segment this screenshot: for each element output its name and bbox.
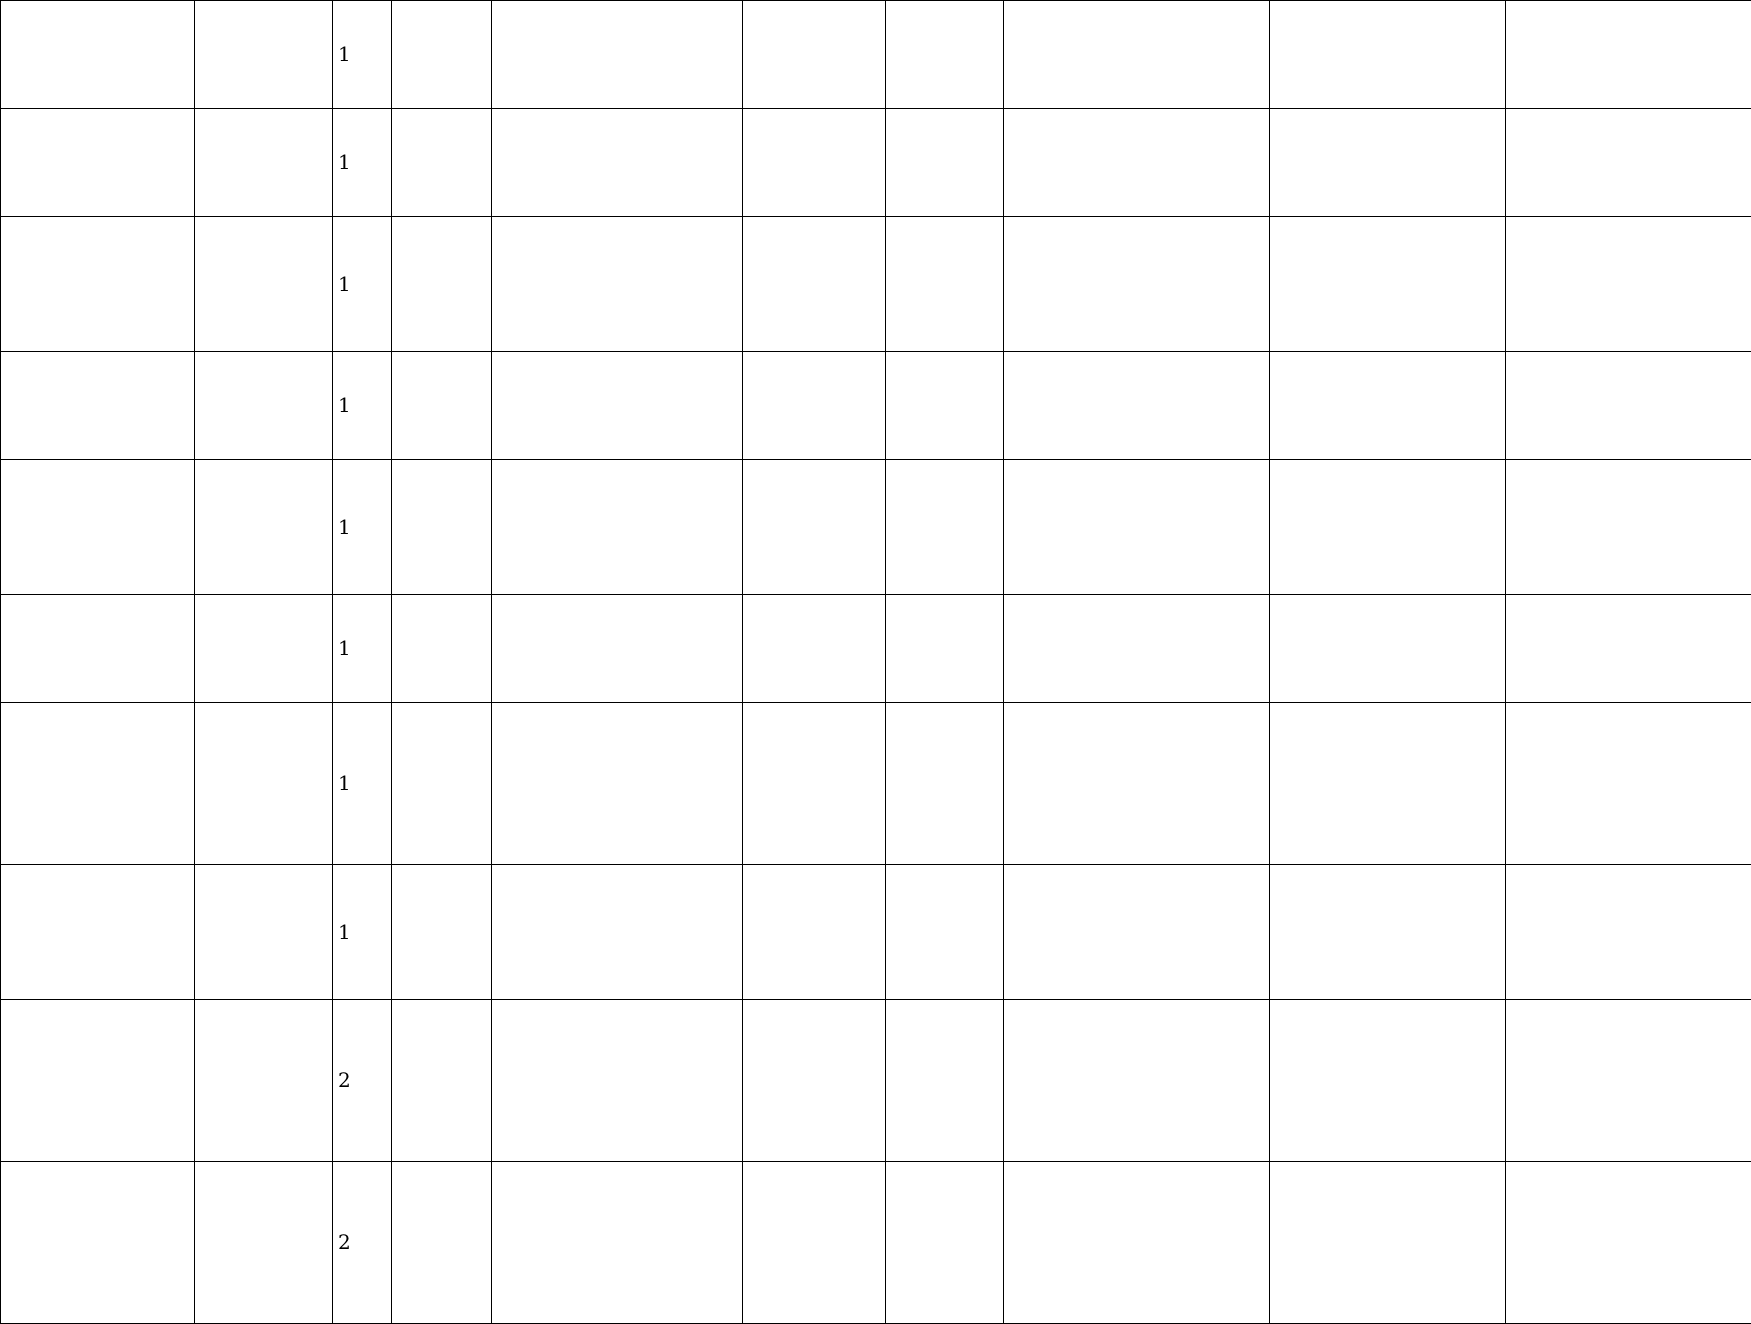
table-body (1, 1, 1751, 1324)
education-cell (886, 109, 1004, 217)
unit-cell (1, 595, 195, 703)
count-cell: 1 (333, 217, 392, 352)
table-row (1, 595, 1751, 703)
study-mode-cell (743, 1, 886, 109)
table-row (1, 109, 1751, 217)
qualification-cell (1270, 352, 1506, 460)
age-cell (492, 217, 743, 352)
qualification-cell (1270, 1, 1506, 109)
age-cell (492, 460, 743, 595)
unit-cell (1, 1000, 195, 1162)
study-mode-cell (743, 352, 886, 460)
table-row (1, 865, 1751, 1000)
position-cell (195, 217, 333, 352)
education-cell (886, 217, 1004, 352)
table-row (1, 1000, 1751, 1162)
scope-cell (392, 217, 492, 352)
unit-cell (1, 352, 195, 460)
study-mode-cell (743, 460, 886, 595)
age-cell (492, 1162, 743, 1324)
qualification-cell (1270, 1000, 1506, 1162)
unit-cell (1, 460, 195, 595)
education-cell (886, 595, 1004, 703)
study-mode-cell (743, 109, 886, 217)
count-cell: 1 (333, 703, 392, 865)
age-cell (492, 703, 743, 865)
age-cell (492, 109, 743, 217)
scope-cell (392, 703, 492, 865)
age-cell (492, 865, 743, 1000)
count-cell: 1 (333, 595, 392, 703)
major-cell (1004, 109, 1270, 217)
table-row (1, 703, 1751, 865)
scope-cell (392, 1162, 492, 1324)
major-cell (1004, 1000, 1270, 1162)
unit-cell (1, 109, 195, 217)
scope-cell (392, 595, 492, 703)
scope-cell (392, 1000, 492, 1162)
experience-cell (1506, 1162, 1751, 1324)
study-mode-cell (743, 1000, 886, 1162)
count-cell: 1 (333, 865, 392, 1000)
table-row (1, 1162, 1751, 1324)
education-cell (886, 1, 1004, 109)
education-cell (886, 1000, 1004, 1162)
unit-cell (1, 865, 195, 1000)
experience-cell (1506, 460, 1751, 595)
qualification-cell (1270, 703, 1506, 865)
age-cell (492, 1, 743, 109)
experience-cell (1506, 217, 1751, 352)
position-cell (195, 595, 333, 703)
scope-cell (392, 109, 492, 217)
major-cell (1004, 595, 1270, 703)
unit-cell (1, 1, 195, 109)
study-mode-cell (743, 703, 886, 865)
experience-cell (1506, 703, 1751, 865)
study-mode-cell (743, 865, 886, 1000)
qualification-cell (1270, 1162, 1506, 1324)
major-cell (1004, 217, 1270, 352)
position-cell (195, 865, 333, 1000)
table-row (1, 217, 1751, 352)
scope-cell (392, 865, 492, 1000)
age-cell (492, 1000, 743, 1162)
study-mode-cell (743, 217, 886, 352)
count-cell: 1 (333, 460, 392, 595)
education-cell (886, 460, 1004, 595)
count-cell: 1 (333, 352, 392, 460)
qualification-cell (1270, 865, 1506, 1000)
qualification-cell (1270, 217, 1506, 352)
education-cell (886, 352, 1004, 460)
position-cell (195, 460, 333, 595)
age-cell (492, 595, 743, 703)
experience-cell (1506, 1000, 1751, 1162)
position-cell (195, 109, 333, 217)
education-cell (886, 703, 1004, 865)
experience-cell (1506, 352, 1751, 460)
table-row (1, 352, 1751, 460)
education-cell (886, 1162, 1004, 1324)
experience-cell (1506, 109, 1751, 217)
major-cell (1004, 703, 1270, 865)
qualification-cell (1270, 595, 1506, 703)
major-cell (1004, 460, 1270, 595)
study-mode-cell (743, 595, 886, 703)
qualification-cell (1270, 109, 1506, 217)
major-cell (1004, 1162, 1270, 1324)
major-cell (1004, 865, 1270, 1000)
count-cell: 1 (333, 109, 392, 217)
table-row (1, 1, 1751, 109)
scope-cell (392, 460, 492, 595)
unit-cell (1, 703, 195, 865)
unit-cell (1, 1162, 195, 1324)
qualification-cell (1270, 460, 1506, 595)
experience-cell (1506, 1, 1751, 109)
position-cell (195, 1162, 333, 1324)
age-cell (492, 352, 743, 460)
experience-cell (1506, 595, 1751, 703)
major-cell (1004, 1, 1270, 109)
unit-cell (1, 217, 195, 352)
study-mode-cell (743, 1162, 886, 1324)
position-cell (195, 1000, 333, 1162)
education-cell (886, 865, 1004, 1000)
count-cell: 1 (333, 1, 392, 109)
position-cell (195, 352, 333, 460)
count-cell: 2 (333, 1162, 392, 1324)
position-cell (195, 1, 333, 109)
scope-cell (392, 1, 492, 109)
count-cell: 2 (333, 1000, 392, 1162)
position-cell (195, 703, 333, 865)
major-cell (1004, 352, 1270, 460)
experience-cell (1506, 865, 1751, 1000)
scope-cell (392, 352, 492, 460)
table-row (1, 460, 1751, 595)
